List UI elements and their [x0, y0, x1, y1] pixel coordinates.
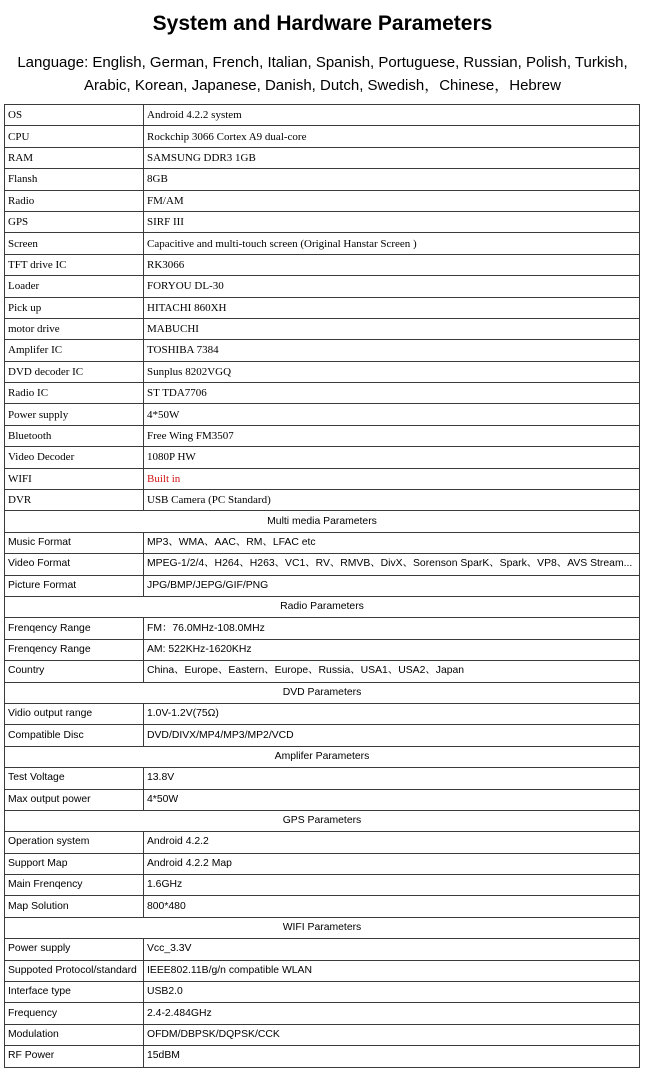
- parameter-row: [5, 1046, 640, 1067]
- parameter-value: AM: 522KHz-1620KHz: [144, 639, 640, 660]
- parameter-name: Compatible Disc: [5, 725, 144, 746]
- parameter-value: Android 4.2.2: [144, 832, 640, 853]
- parameter-value: 8GB: [144, 169, 640, 190]
- parameter-name: Radio: [5, 190, 144, 211]
- parameter-value: Free Wing FM3507: [144, 425, 640, 446]
- parameter-row: [5, 383, 640, 404]
- parameter-row: [5, 982, 640, 1003]
- parameter-row: [5, 532, 640, 553]
- parameter-value: FORYOU DL-30: [144, 276, 640, 297]
- parameter-row: [5, 789, 640, 810]
- parameter-value: MP3、WMA、AAC、RM、LFAC etc: [144, 532, 640, 553]
- parameter-value: TOSHIBA 7384: [144, 340, 640, 361]
- parameter-value: USB2.0: [144, 982, 640, 1003]
- parameter-row: [5, 254, 640, 275]
- parameter-row: [5, 554, 640, 575]
- parameter-name: Main Frenqency: [5, 875, 144, 896]
- parameter-row: [5, 233, 640, 254]
- parameter-name: Support Map: [5, 853, 144, 874]
- parameter-name: Vidio output range: [5, 703, 144, 724]
- parameter-name: Loader: [5, 276, 144, 297]
- language-line-1: Language: English, German, French, Italian, Spanish, Portuguese, Russian, Polish, Turkish,: [17, 54, 628, 71]
- parameter-name: motor drive: [5, 318, 144, 339]
- parameter-row: [5, 105, 640, 126]
- parameter-name: Frequency: [5, 1003, 144, 1024]
- parameter-name: Power supply: [5, 939, 144, 960]
- parameter-row: [5, 725, 640, 746]
- parameter-value: FM：76.0MHz-108.0MHz: [144, 618, 640, 639]
- section-header-row: [5, 746, 640, 767]
- parameter-row: [5, 276, 640, 297]
- parameter-name: Frenqency Range: [5, 639, 144, 660]
- parameter-row: [5, 340, 640, 361]
- parameter-value: Android 4.2.2 Map: [144, 853, 640, 874]
- parameter-value: Capacitive and multi-touch screen (Original Hanstar Screen ): [144, 233, 640, 254]
- parameter-row: [5, 832, 640, 853]
- section-header-row: [5, 511, 640, 532]
- language-line-2: Arabic, Korean, Japanese, Danish, Dutch, Swedish，Chinese，Hebrew: [84, 77, 561, 94]
- parameter-name: CPU: [5, 126, 144, 147]
- parameter-row: [5, 853, 640, 874]
- parameter-value: Rockchip 3066 Cortex A9 dual-core: [144, 126, 640, 147]
- parameter-row: [5, 575, 640, 596]
- parameter-name: TFT drive IC: [5, 254, 144, 275]
- parameter-value: 2.4-2.484GHz: [144, 1003, 640, 1024]
- parameter-value: 1080P HW: [144, 447, 640, 468]
- parameter-row: [5, 875, 640, 896]
- parameter-name: RAM: [5, 147, 144, 168]
- parameter-row: [5, 147, 640, 168]
- section-header: DVD Parameters: [5, 682, 640, 703]
- parameter-value: JPG/BMP/JEPG/GIF/PNG: [144, 575, 640, 596]
- parameter-row: [5, 490, 640, 511]
- parameter-name: Max output power: [5, 789, 144, 810]
- parameter-value: SIRF III: [144, 211, 640, 232]
- parameter-row: [5, 768, 640, 789]
- parameter-row: [5, 361, 640, 382]
- parameter-row: [5, 404, 640, 425]
- parameter-name: Modulation: [5, 1024, 144, 1045]
- parameter-name: DVR: [5, 490, 144, 511]
- parameter-name: Interface type: [5, 982, 144, 1003]
- parameter-value: OFDM/DBPSK/DQPSK/CCK: [144, 1024, 640, 1045]
- parameter-name: Flansh: [5, 169, 144, 190]
- parameter-name: Radio IC: [5, 383, 144, 404]
- parameter-name: Frenqency Range: [5, 618, 144, 639]
- parameter-value: ST TDA7706: [144, 383, 640, 404]
- page-title: System and Hardware Parameters: [152, 12, 493, 35]
- parameter-row: [5, 960, 640, 981]
- parameter-row: [5, 190, 640, 211]
- parameter-name: Power supply: [5, 404, 144, 425]
- parameter-name: Amplifer IC: [5, 340, 144, 361]
- parameter-row: [5, 211, 640, 232]
- parameter-value: MPEG-1/2/4、H264、H263、VC1、RV、RMVB、DivX、Sorenson SparK、Spark、VP8、AVS Stream...: [144, 554, 640, 575]
- parameter-row: [5, 939, 640, 960]
- parameter-name: Video Format: [5, 554, 144, 575]
- parameter-name: DVD decoder IC: [5, 361, 144, 382]
- parameter-row: [5, 1024, 640, 1045]
- parameter-value: 1.0V-1.2V(75Ω): [144, 703, 640, 724]
- parameter-row: [5, 126, 640, 147]
- parameter-name: Suppoted Protocol/standard: [5, 960, 144, 981]
- parameter-name: WIFI: [5, 468, 144, 489]
- parameter-name: GPS: [5, 211, 144, 232]
- section-header: Radio Parameters: [5, 596, 640, 617]
- section-header: GPS Parameters: [5, 810, 640, 831]
- section-header-row: [5, 596, 640, 617]
- parameter-value: 15dBM: [144, 1046, 640, 1067]
- parameter-value: Android 4.2.2 system: [144, 105, 640, 126]
- section-header-row: [5, 810, 640, 831]
- parameter-name: Pick up: [5, 297, 144, 318]
- parameter-name: Test Voltage: [5, 768, 144, 789]
- section-header: Amplifer Parameters: [5, 746, 640, 767]
- section-header-row: [5, 682, 640, 703]
- parameter-value: 800*480: [144, 896, 640, 917]
- parameter-value: China、Europe、Eastern、Europe、Russia、USA1、USA2、Japan: [144, 661, 640, 682]
- parameter-name: Music Format: [5, 532, 144, 553]
- parameter-value: MABUCHI: [144, 318, 640, 339]
- parameter-row: [5, 169, 640, 190]
- parameter-name: Picture Format: [5, 575, 144, 596]
- parameter-row: [5, 468, 640, 489]
- parameter-value: FM/AM: [144, 190, 640, 211]
- parameter-value: Sunplus 8202VGQ: [144, 361, 640, 382]
- parameter-value: DVD/DIVX/MP4/MP3/MP2/VCD: [144, 725, 640, 746]
- parameter-value: IEEE802.11B/g/n compatible WLAN: [144, 960, 640, 981]
- parameter-row: [5, 639, 640, 660]
- parameter-value: SAMSUNG DDR3 1GB: [144, 147, 640, 168]
- parameter-row: [5, 297, 640, 318]
- parameter-row: [5, 1003, 640, 1024]
- parameters-table: [4, 104, 640, 1068]
- parameter-name: Map Solution: [5, 896, 144, 917]
- parameter-value: Built in: [144, 468, 640, 489]
- parameter-value: HITACHI 860XH: [144, 297, 640, 318]
- parameter-value: 4*50W: [144, 789, 640, 810]
- parameter-value: RK3066: [144, 254, 640, 275]
- parameter-row: [5, 661, 640, 682]
- parameter-name: RF Power: [5, 1046, 144, 1067]
- parameter-row: [5, 896, 640, 917]
- parameter-value: 13.8V: [144, 768, 640, 789]
- parameter-name: Operation system: [5, 832, 144, 853]
- parameter-value: USB Camera (PC Standard): [144, 490, 640, 511]
- parameter-name: Country: [5, 661, 144, 682]
- section-header: Multi media Parameters: [5, 511, 640, 532]
- parameter-row: [5, 318, 640, 339]
- parameter-value: 1.6GHz: [144, 875, 640, 896]
- parameter-value: Vcc_3.3V: [144, 939, 640, 960]
- parameter-name: Video Decoder: [5, 447, 144, 468]
- parameter-value: 4*50W: [144, 404, 640, 425]
- parameter-name: Bluetooth: [5, 425, 144, 446]
- parameter-row: [5, 447, 640, 468]
- parameter-row: [5, 618, 640, 639]
- section-header-row: [5, 917, 640, 938]
- parameter-row: [5, 703, 640, 724]
- parameter-name: Screen: [5, 233, 144, 254]
- parameters-table-body: [5, 105, 640, 1068]
- parameter-row: [5, 425, 640, 446]
- section-header: WIFI Parameters: [5, 917, 640, 938]
- parameter-name: OS: [5, 105, 144, 126]
